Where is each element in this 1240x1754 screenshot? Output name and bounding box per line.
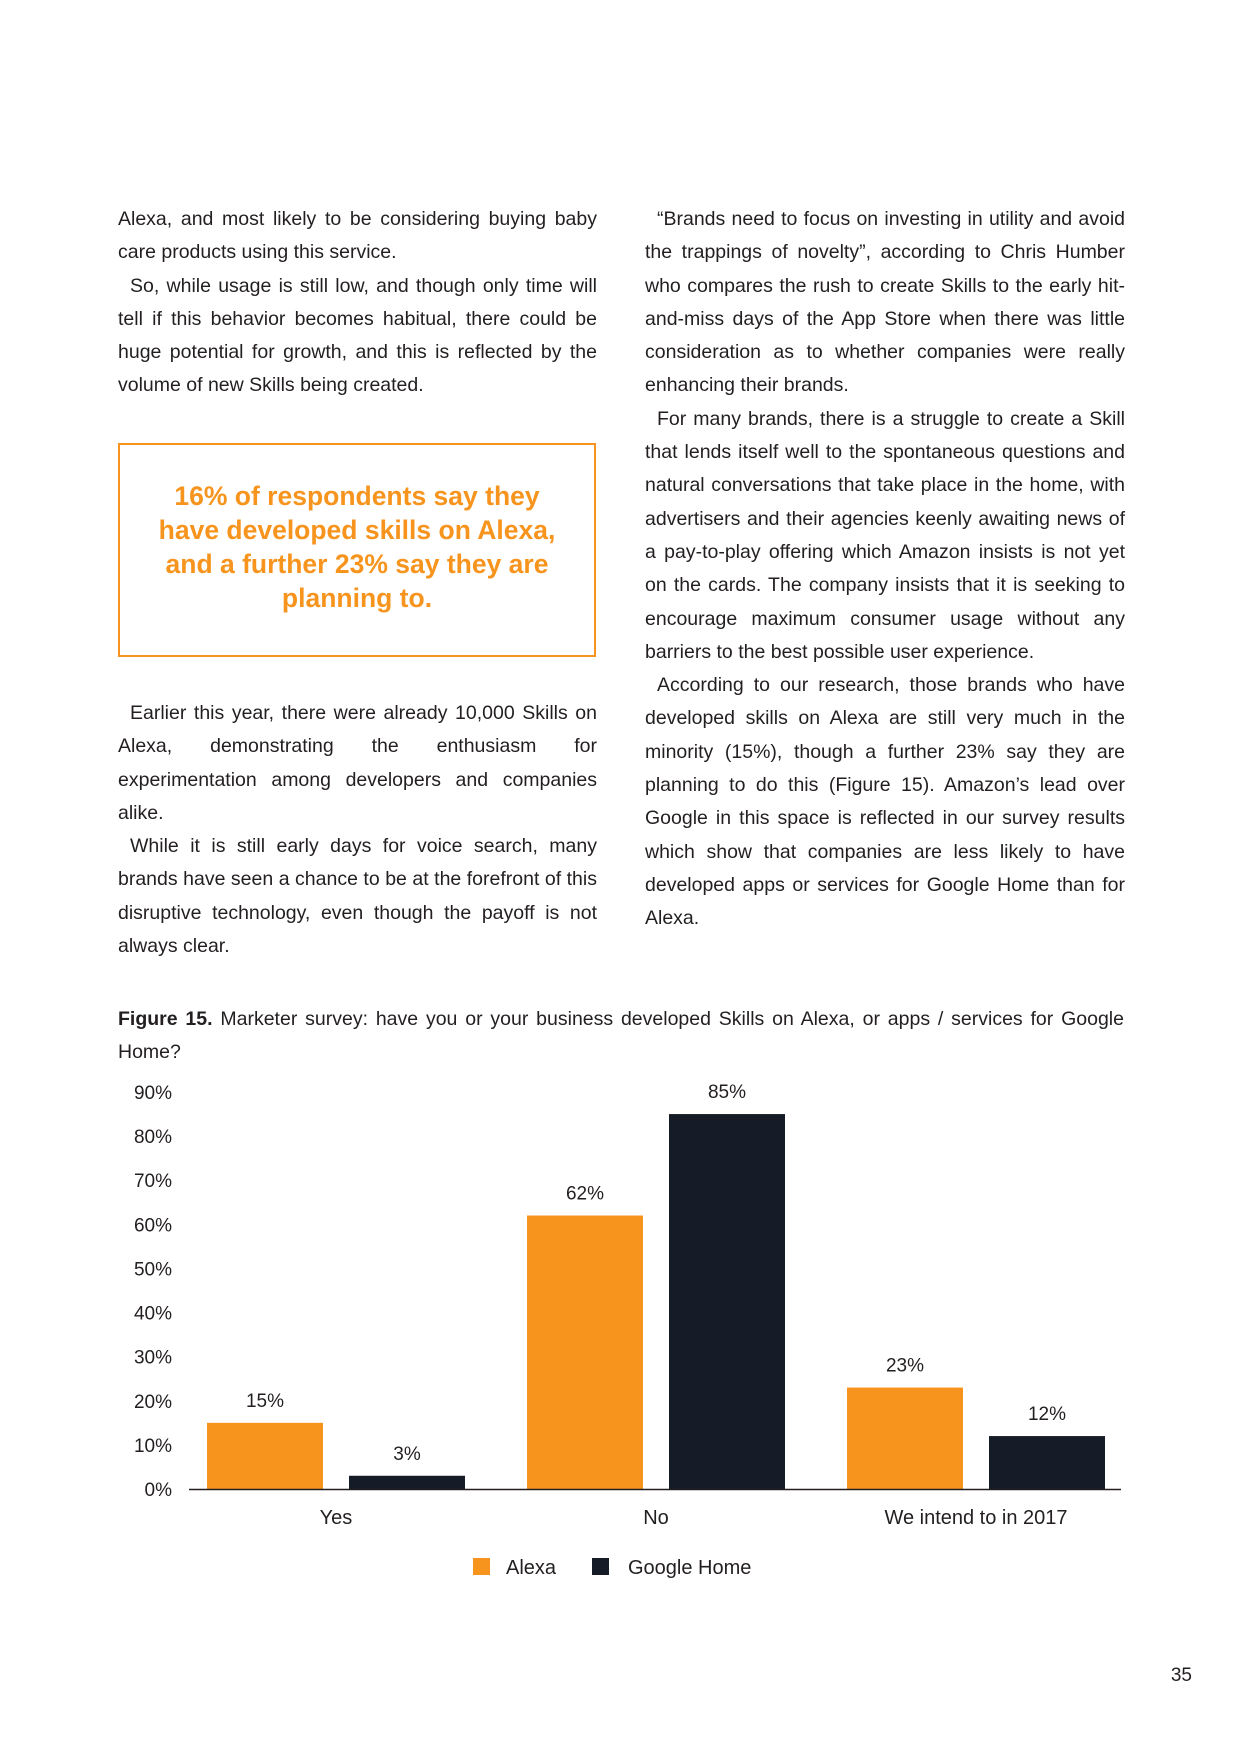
- y-tick-label: 60%: [133, 1215, 172, 1237]
- legend-swatch-google-home: [592, 1558, 609, 1575]
- y-tick-label: 20%: [133, 1391, 172, 1413]
- figure-caption-text: Marketer survey: have you or your business developed Skills on Alexa, or apps / services for Google Home?: [118, 1008, 1124, 1064]
- data-label: 12%: [1027, 1404, 1067, 1426]
- figure-label: Figure 15.: [118, 1008, 213, 1030]
- data-label: 15%: [245, 1390, 285, 1412]
- bar-alexa: [527, 1216, 643, 1489]
- data-label: 85%: [707, 1082, 747, 1104]
- y-tick-label: 30%: [133, 1347, 172, 1369]
- data-label: 23%: [885, 1355, 925, 1377]
- y-tick-label: 10%: [133, 1435, 172, 1457]
- paragraph: Earlier this year, there were already 10,000 Skills on Alexa, demonstrating the enthusiasm for experimentation among developers and companies alike.: [118, 702, 597, 824]
- paragraph: Alexa, and most likely to be considering buying baby care products using this service.: [118, 208, 597, 264]
- x-category-label: No: [643, 1507, 669, 1529]
- paragraph: While it is still early days for voice search, many brands have seen a chance to be at the forefront of this disruptive technology, even though the payoff is not always clear.: [118, 835, 597, 958]
- y-tick-label: 70%: [133, 1171, 172, 1193]
- y-tick-label: 90%: [133, 1083, 172, 1104]
- paragraph: So, while usage is still low, and though only time will tell if this behavior becomes habitual, there could be huge potential for growth, and this is reflected by the volume of new Skills being created.: [118, 274, 597, 397]
- y-tick-label: 50%: [133, 1259, 172, 1281]
- legend-swatch-alexa: [473, 1558, 490, 1575]
- bar-google-home: [989, 1436, 1105, 1489]
- legend-label: Alexa: [506, 1557, 557, 1579]
- y-tick-label: 80%: [133, 1127, 172, 1149]
- page-number: 35: [1170, 1665, 1192, 1686]
- x-category-label: Yes: [319, 1507, 353, 1529]
- bar-google-home: [669, 1114, 785, 1489]
- paragraph: “Brands need to focus on investing in utility and avoid the trappings of novelty”, according to Chris Humber who compares the rush to create Skills to the early hit-and-miss days of the App Store when there was little consideration as to whether companies were really enhancing their brands.: [645, 208, 1125, 397]
- y-tick-label: 40%: [133, 1303, 172, 1325]
- data-label: 3%: [393, 1443, 421, 1465]
- pull-quote-text: 16% of respondents say they have developed skills on Alexa, and a further 23% say they are planning to.: [158, 481, 556, 613]
- legend-label: Google Home: [628, 1557, 752, 1579]
- data-label: 62%: [565, 1183, 605, 1205]
- bar-alexa: [847, 1388, 963, 1489]
- paragraph: For many brands, there is a struggle to create a Skill that lends itself well to the spontaneous questions and natural conversations that take place in the home, with advertisers and their agencies keenly awaiting news of a pay-to-play offering which Amazon insists is not yet on the cards. The company insists that it is seeking to encourage maximum consumer usage without any barriers to the best possible user experience.: [645, 407, 1125, 663]
- paragraph: According to our research, those brands who have developed skills on Alexa are still very much in the minority (15%), though a further 23% say they are planning to do this (Figure 15). Amazon’s lead over Google in this space is reflected in our survey results which show that companies are less likely to have developed apps or services for Google Home than for Alexa.: [645, 674, 1125, 930]
- bar-alexa: [207, 1423, 323, 1489]
- bar-google-home: [349, 1476, 465, 1489]
- y-tick-label: 0%: [144, 1480, 172, 1501]
- x-category-label: We intend to in 2017: [884, 1507, 1068, 1529]
